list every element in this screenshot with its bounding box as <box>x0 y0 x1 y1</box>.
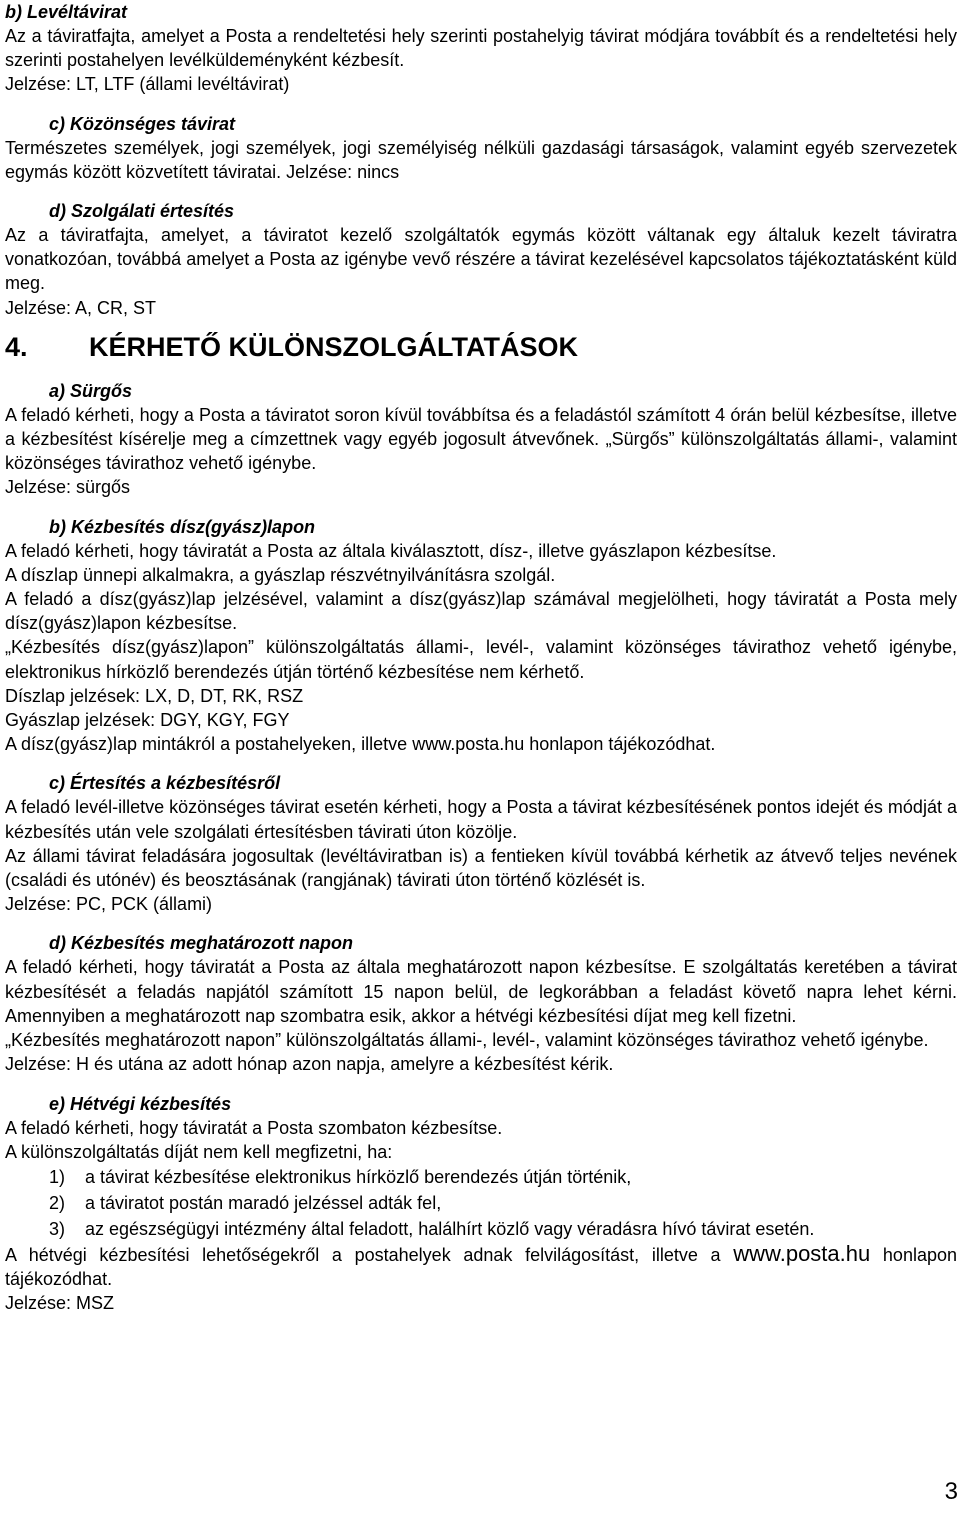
paragraph: Jelzése: sürgős <box>5 477 131 498</box>
paragraph: „Kézbesítés dísz(gyász)lapon” különszolgáltatás állami-, levél-, valamint közönséges távirathoz vehető igénybe, elektronikus hírközlő berendezés útján történő kézbesítése nem kérhető. <box>5 637 957 682</box>
section-heading: c) Értesítés a kézbesítésről <box>49 773 281 794</box>
paragraph: A feladó kérheti, hogy a Posta a táviratot soron kívül továbbítsa és a feladástól számított 4 órán belül kézbesítse, illetve a kézbesítést kísérelje meg a címzettnek vagy egyéb jogosult átvevőnek. „Sürgős” különszolgáltatás állami-, valamint közönséges távirathoz vehető igénybe. <box>5 404 957 474</box>
section-heading: c) Közönséges távirat <box>49 113 236 134</box>
paragraph: Az állami távirat feladására jogosultak (levéltáviratban is) a fentieken kívül továbbá kérhetik az átvevő teljes nevének (családi és utónév) és beosztásának (rangjának) távirati úton történő közlését is. <box>5 845 957 891</box>
section-heading: d) Szolgálati értesítés <box>49 201 235 222</box>
paragraph: A dísz(gyász)lap mintákról a postahelyeken, illetve www.posta.hu honlapon tájékozódhat. <box>5 734 716 755</box>
paragraph: A díszlap ünnepi alkalmakra, a gyászlap részvétnyilvánításra szolgál. <box>5 564 556 585</box>
paragraph: Az a táviratfajta, amelyet a Posta a rendeltetési hely szerinti postahelyig távirat módjára továbbít és a rendeltetési hely szerinti postahelyen levélküldeményként kézbesít. <box>5 26 957 71</box>
paragraph: Jelzése: PC, PCK (állami) <box>5 894 213 915</box>
paragraph: Jelzése: A, CR, ST <box>5 297 157 318</box>
paragraph: Jelzése: LT, LTF (állami levéltávirat) <box>5 74 290 95</box>
page-number: 3 <box>944 1478 958 1505</box>
section-heading: e) Hétvégi kézbesítés <box>49 1093 232 1114</box>
paragraph: Díszlap jelzések: LX, D, DT, RK, RSZ <box>5 685 304 706</box>
paragraph: Gyászlap jelzések: DGY, KGY, FGY <box>5 710 290 731</box>
section-heading: a) Sürgős <box>49 380 133 401</box>
numbered-list <box>5 1164 957 1242</box>
paragraph: A feladó levél-illetve közönséges távirat esetén kérheti, hogy a Posta a távirat kézbesítésének pontos idejét és módját a kézbesítés után vele szolgálati értesítésben távirati úton közölje. <box>5 797 957 842</box>
chapter-number: 4. <box>5 331 28 362</box>
paragraph: Jelzése: MSZ <box>5 1293 115 1314</box>
paragraph: A feladó kérheti, hogy táviratát a Posta az általa kiválasztott, dísz-, illetve gyászlapon kézbesítse. <box>5 540 777 561</box>
list-item: 2) a táviratot postán maradó jelzéssel adták fel, <box>49 1192 442 1213</box>
chapter-heading <box>5 330 957 364</box>
paragraph: Jelzése: H és utána az adott hónap azon napja, amelyre a kézbesítést kérik. <box>5 1054 614 1075</box>
paragraph: „Kézbesítés meghatározott napon” különszolgáltatás állami-, levél-, valamint közönséges távirathoz vehető igénybe. <box>5 1030 929 1051</box>
section-heading: b) Kézbesítés dísz(gyász)lapon <box>49 516 316 537</box>
document-page <box>5 0 957 1316</box>
chapter-title: KÉRHETŐ KÜLÖNSZOLGÁLTATÁSOK <box>89 331 578 362</box>
website-link[interactable]: www.posta.hu <box>733 1240 871 1266</box>
list-item: 3) az egészségügyi intézmény által feladott, halálhírt közlő vagy véradásra hívó távirat esetén. <box>49 1218 815 1239</box>
paragraph: A feladó a dísz(gyász)lap jelzésével, valamint a dísz(gyász)lap számával megjelölheti, hogy táviratát a Posta mely dísz(gyász)lapon kézbesítse. <box>5 589 957 634</box>
paragraph: A hétvégi kézbesítési lehetőségekről a postahelyek adnak felvilágosítást, illetve a www.posta.hu honlapon tájékozódhat. <box>5 1240 957 1290</box>
section-heading: d) Kézbesítés meghatározott napon <box>49 933 354 954</box>
paragraph: A feladó kérheti, hogy táviratát a Posta szombaton kézbesítse. <box>5 1117 503 1138</box>
paragraph: A feladó kérheti, hogy táviratát a Posta az általa meghatározott napon kézbesítse. E szolgáltatás keretében a távirat kézbesítését a feladás napjától számított 15 napon belül, de legkorábban a feladást követő napra lehet kérni. Amennyiben a meghatározott nap szombatra esik, akkor a hétvégi kézbesítési díjat meg kell fizetni. <box>5 957 957 1026</box>
paragraph: Az a táviratfajta, amelyet, a táviratot kezelő szolgáltatók egymás között váltanak egy általuk kezelt táviratra vonatkozóan, továbbá amelyet a Posta az igénybe vevő részére a távirat kezelésével kapcsolatos tájékoztatásként küld meg. <box>5 225 957 294</box>
section-heading: b) Levéltávirat <box>5 2 128 22</box>
paragraph: Természetes személyek, jogi személyek, jogi személyiség nélküli gazdasági társaságok, valamint egyéb szervezetek egymás között közvetített táviratai. Jelzése: nincs <box>5 137 957 182</box>
list-item: 1) a távirat kézbesítése elektronikus hírközlő berendezés útján történik, <box>49 1166 632 1187</box>
paragraph: A különszolgáltatás díját nem kell megfizetni, ha: <box>5 1141 393 1162</box>
